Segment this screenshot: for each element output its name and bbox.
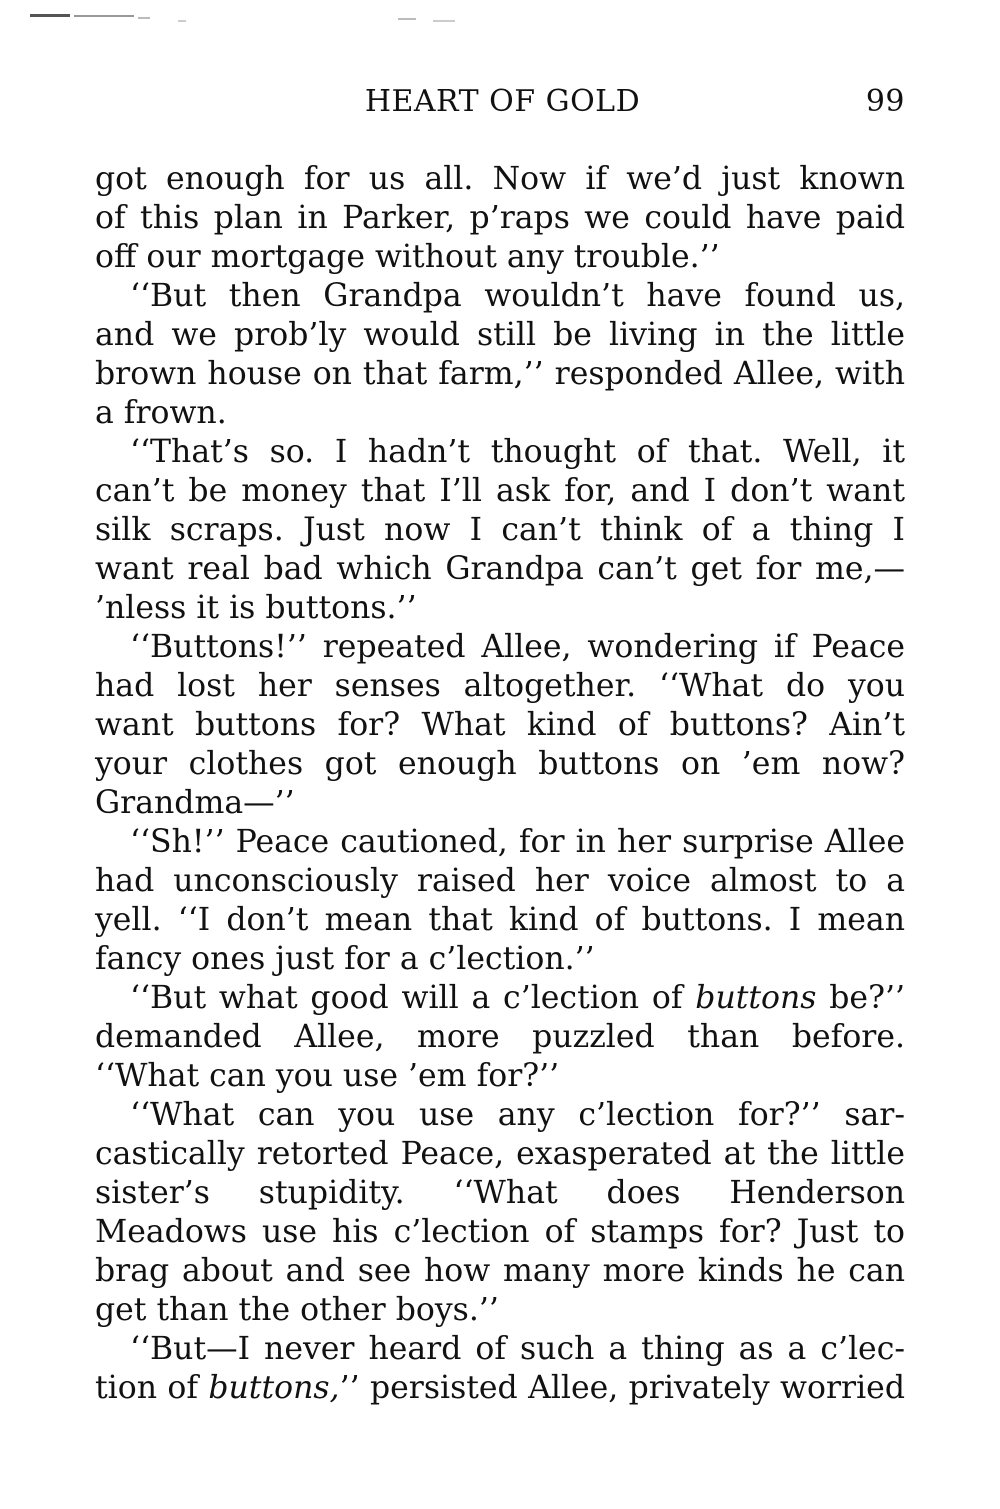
scan-speckle-decoration — [28, 8, 468, 48]
running-title: HEART OF GOLD — [364, 84, 641, 119]
text-line: had unconsciously raised her voice almost to a — [95, 863, 905, 899]
text-line: tion of buttons,’’ persisted Allee, privately worried — [95, 1370, 905, 1406]
text-line: can’t be money that I’ll ask for, and I don’t want — [95, 473, 905, 509]
text-line: a frown. — [95, 395, 227, 431]
text-line: off our mortgage without any trouble.’’ — [95, 239, 720, 275]
text-line: sister’s stupidity. ‘‘What does Henderson — [95, 1175, 905, 1211]
running-header — [95, 78, 905, 126]
text-line: get than the other boys.’’ — [95, 1292, 499, 1328]
text-line: ‘‘What can you use any c’lection for?’’ sar- — [130, 1097, 905, 1133]
text-line: brag about and see how many more kinds he can — [95, 1253, 905, 1289]
page-number: 99 — [865, 84, 905, 119]
text-line: demanded Allee, more puzzled than before. — [95, 1019, 905, 1055]
text-line: silk scraps. Just now I can’t think of a thing I — [95, 512, 905, 548]
text-line: ‘‘What can you use ’em for?’’ — [95, 1058, 560, 1094]
text-line: ‘‘That’s so. I hadn’t thought of that. Well, it — [130, 434, 905, 470]
text-line: brown house on that farm,’’ responded Allee, with — [95, 356, 905, 392]
body-text — [95, 160, 905, 1408]
italic-word: buttons — [695, 980, 817, 1016]
text-line: got enough for us all. Now if we’d just known — [95, 161, 905, 197]
text-line: want buttons for? What kind of buttons? Ain’t — [95, 707, 905, 743]
text-line: of this plan in Parker, p’raps we could have paid — [95, 200, 905, 236]
text-line: ‘‘But then Grandpa wouldn’t have found us, — [130, 278, 905, 314]
text-line: castically retorted Peace, exasperated at the little — [95, 1136, 905, 1172]
italic-word: buttons, — [208, 1370, 340, 1406]
text-line: want real bad which Grandpa can’t get for me,— — [95, 551, 905, 587]
text-line: ‘‘But—I never heard of such a thing as a c’lec- — [130, 1331, 905, 1367]
text-line: yell. ‘‘I don’t mean that kind of buttons. I mean — [95, 902, 905, 938]
text-line: ‘‘Buttons!’’ repeated Allee, wondering if Peace — [130, 629, 905, 665]
text-line: Grandma—’’ — [95, 785, 295, 821]
text-line: and we prob’ly would still be living in the little — [95, 317, 905, 353]
text-line: your clothes got enough buttons on ’em now? — [95, 746, 905, 782]
text-line: Meadows use his c’lection of stamps for? Just to — [95, 1214, 905, 1250]
text-line: fancy ones just for a c’lection.’’ — [95, 941, 595, 977]
text-line: ‘‘But what good will a c’lection of buttons be?’’ — [130, 980, 905, 1016]
text-line: had lost her senses altogether. ‘‘What do you — [95, 668, 905, 704]
text-line: ’nless it is buttons.’’ — [95, 590, 417, 626]
text-line: ‘‘Sh!’’ Peace cautioned, for in her surprise Allee — [130, 824, 905, 860]
